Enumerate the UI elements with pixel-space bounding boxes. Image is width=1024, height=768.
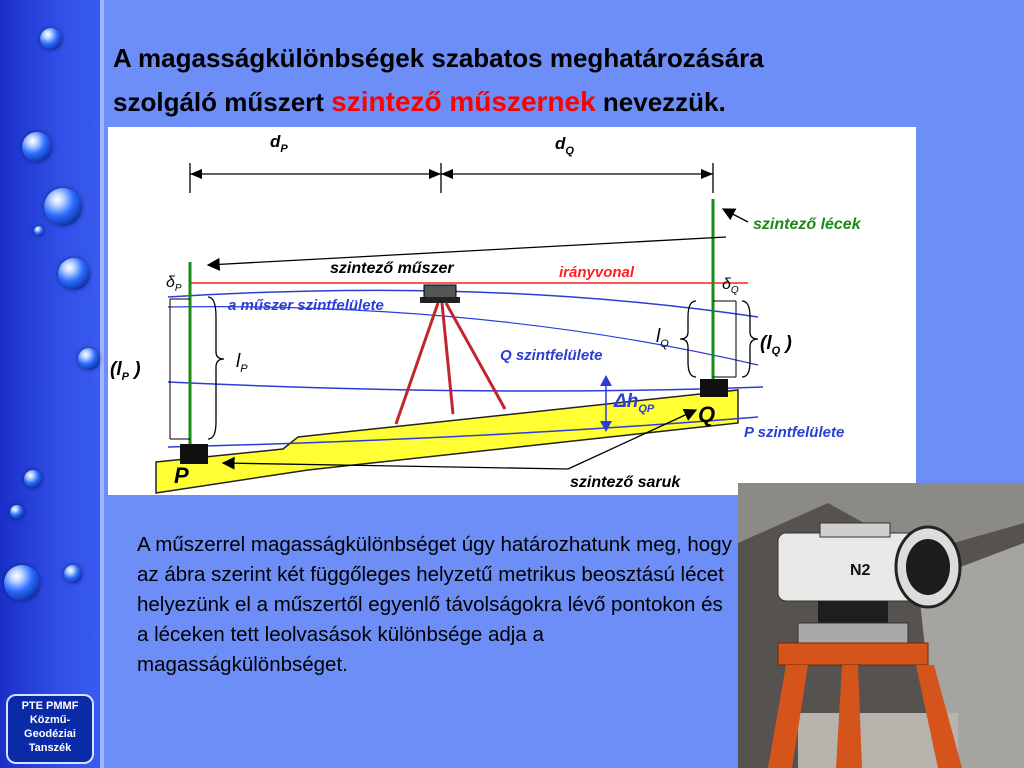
q-surface-label: Q szintfelülete [500, 347, 603, 364]
lp-paren-label: ($l_P$ ) [110, 359, 141, 383]
arrow-head [429, 169, 441, 179]
dh-label: $\Delta h_{QP}$ [614, 391, 655, 415]
delta-q-label: $\delta_Q$ [722, 276, 739, 296]
d-p-label: $d_P$ [270, 132, 288, 155]
tripod-leg [442, 303, 453, 414]
arrow-head [190, 169, 202, 179]
instrument-body [424, 285, 456, 299]
bubble-decoration [44, 188, 82, 226]
instrument-photo [738, 483, 1024, 768]
title-text: szolgáló műszert [113, 87, 332, 117]
logo-line: Geodéziai [24, 728, 76, 740]
sightline-label: irányvonal [559, 264, 635, 281]
instrument-photo-svg [738, 483, 1024, 768]
instrument-base [420, 297, 460, 303]
leveling-diagram-svg [108, 127, 916, 495]
instrument-surface-label: a műszer szintfelülete [228, 297, 384, 314]
staff-foot-p [180, 444, 208, 464]
bubble-decoration [34, 226, 44, 236]
arrow-head [701, 169, 713, 179]
title-line-2 [113, 80, 1013, 124]
dh-arrow [600, 375, 612, 386]
bubble-decoration [4, 565, 40, 601]
bubble-decoration [58, 258, 90, 290]
bubble-decoration [40, 28, 62, 50]
logo-line: Közmű- [29, 714, 71, 726]
p-surface-label: P szintfelülete [744, 424, 845, 441]
logo-line: PTE PMMF [21, 700, 79, 712]
title-text: nevezzük. [595, 87, 726, 117]
bubble-decoration [64, 565, 82, 583]
levels-pointer [723, 209, 748, 222]
bubble-decoration [24, 470, 42, 488]
slide-title [113, 36, 1013, 124]
bubble-decoration [22, 132, 52, 162]
instrument-label: szintező műszer [330, 260, 454, 277]
title-line-1: A magasságkülönbségek szabatos meghatározására [113, 43, 764, 73]
bubble-decoration [10, 505, 24, 519]
q-level-surface [168, 382, 763, 391]
logo-line: Tanszék [28, 742, 72, 754]
title-highlight: szintező műszernek [331, 86, 596, 117]
leveling-diagram [108, 127, 916, 495]
bracket [742, 301, 758, 377]
delta-p-label: $\delta_P$ [166, 274, 182, 294]
levels-pointer [208, 237, 726, 265]
staff-foot-q [700, 379, 728, 397]
sidebar [0, 0, 102, 768]
lq-label: $l_Q$ [656, 326, 669, 350]
body-paragraph: A műszerrel magasságkülönbséget úgy határozhatunk meg, hogy az ábra szerint két függőleges helyzetű metrikus beosztású lécet helyezünk el a műszertől egyenlő távolságokra lévő pontokon és a léceken tett leolvasások különbsége adja a magasságkülönbséget. [137, 533, 732, 676]
levels-label: szintező lécek [753, 216, 861, 233]
lq-paren-label: ($l_Q$ ) [760, 333, 792, 357]
department-logo [6, 694, 94, 764]
sidebar-divider [100, 0, 104, 768]
instrument-marking: N2 [850, 562, 871, 579]
feet-label: szintező saruk [570, 474, 681, 491]
bubble-decoration [78, 348, 100, 370]
bracket [680, 301, 696, 377]
d-q-label: $d_Q$ [555, 134, 574, 157]
arrow-head [441, 169, 453, 179]
lp-label: $l_P$ [236, 351, 248, 375]
point-p-label: P [174, 463, 189, 488]
tripod-leg [396, 303, 438, 424]
point-q-label: Q [698, 402, 716, 427]
bracket [208, 297, 224, 439]
